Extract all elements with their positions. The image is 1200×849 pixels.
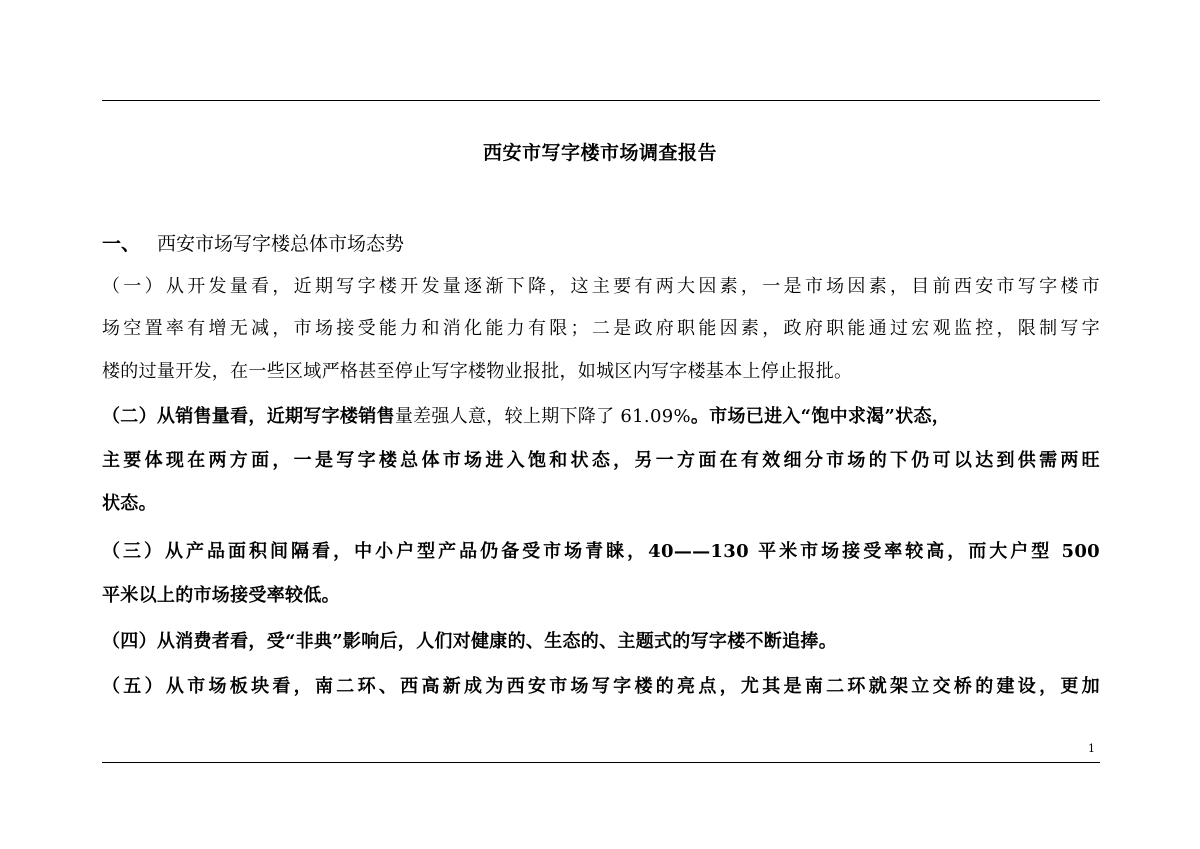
paragraph-3-line-1: （三）从产品面积间隔看，中小户型产品仍备受市场青睐，40——130 平米市场接受率较高，而大户型 500 [102,541,1100,562]
paragraph-5-line-1: （五）从市场板块看，南二环、西高新成为西安市场写字楼的亮点，尤其是南二环就架立交桥的建设，更加 [102,676,1100,697]
paragraph-1-line-2: 场空置率有增无减，市场接受能力和消化能力有限；二是政府职能因素，政府职能通过宏观监控，限制写字 [102,318,1100,339]
document-title: 西安市写字楼市场调查报告 [482,142,717,164]
paragraph-2-bold-tail: 。市场已进入“饱中求渴”状态， [690,406,951,427]
paragraph-2-bold-lead: （二）从销售量看，近期写字楼销售 [102,406,395,427]
section-number: 一、 [102,233,141,255]
paragraph-2-line-3: 状态。 [102,493,157,514]
paragraph-2-line-2: 主要体现在两方面，一是写字楼总体市场进入饱和状态，另一方面在有效细分市场的下仍可以达到供需两旺 [102,450,1100,471]
paragraph-4-line-1: （四）从消费者看，受“非典”影响后，人们对健康的、生态的、主题式的写字楼不断追捧。 [102,631,838,652]
paragraph-1-line-3: 楼的过量开发，在一些区域严格甚至停止写字楼物业报批，如城区内写字楼基本上停止报批。 [102,361,853,382]
page-number: 1 [1088,742,1095,755]
paragraph-3-line-2: 平米以上的市场接受率较低。 [102,585,340,606]
paragraph-2-line-1 [102,402,1100,428]
header-rule [102,100,1100,101]
section-title: 西安市场写字楼总体市场态势 [157,233,405,255]
paragraph-2-normal-text: 量差强人意，较上期下降了 61.09% [394,406,691,427]
section-heading [102,229,404,256]
footer-rule [102,762,1100,763]
paragraph-1-line-1: （一）从开发量看，近期写字楼开发量逐渐下降，这主要有两大因素，一是市场因素，目前西安市写字楼市 [102,276,1100,297]
